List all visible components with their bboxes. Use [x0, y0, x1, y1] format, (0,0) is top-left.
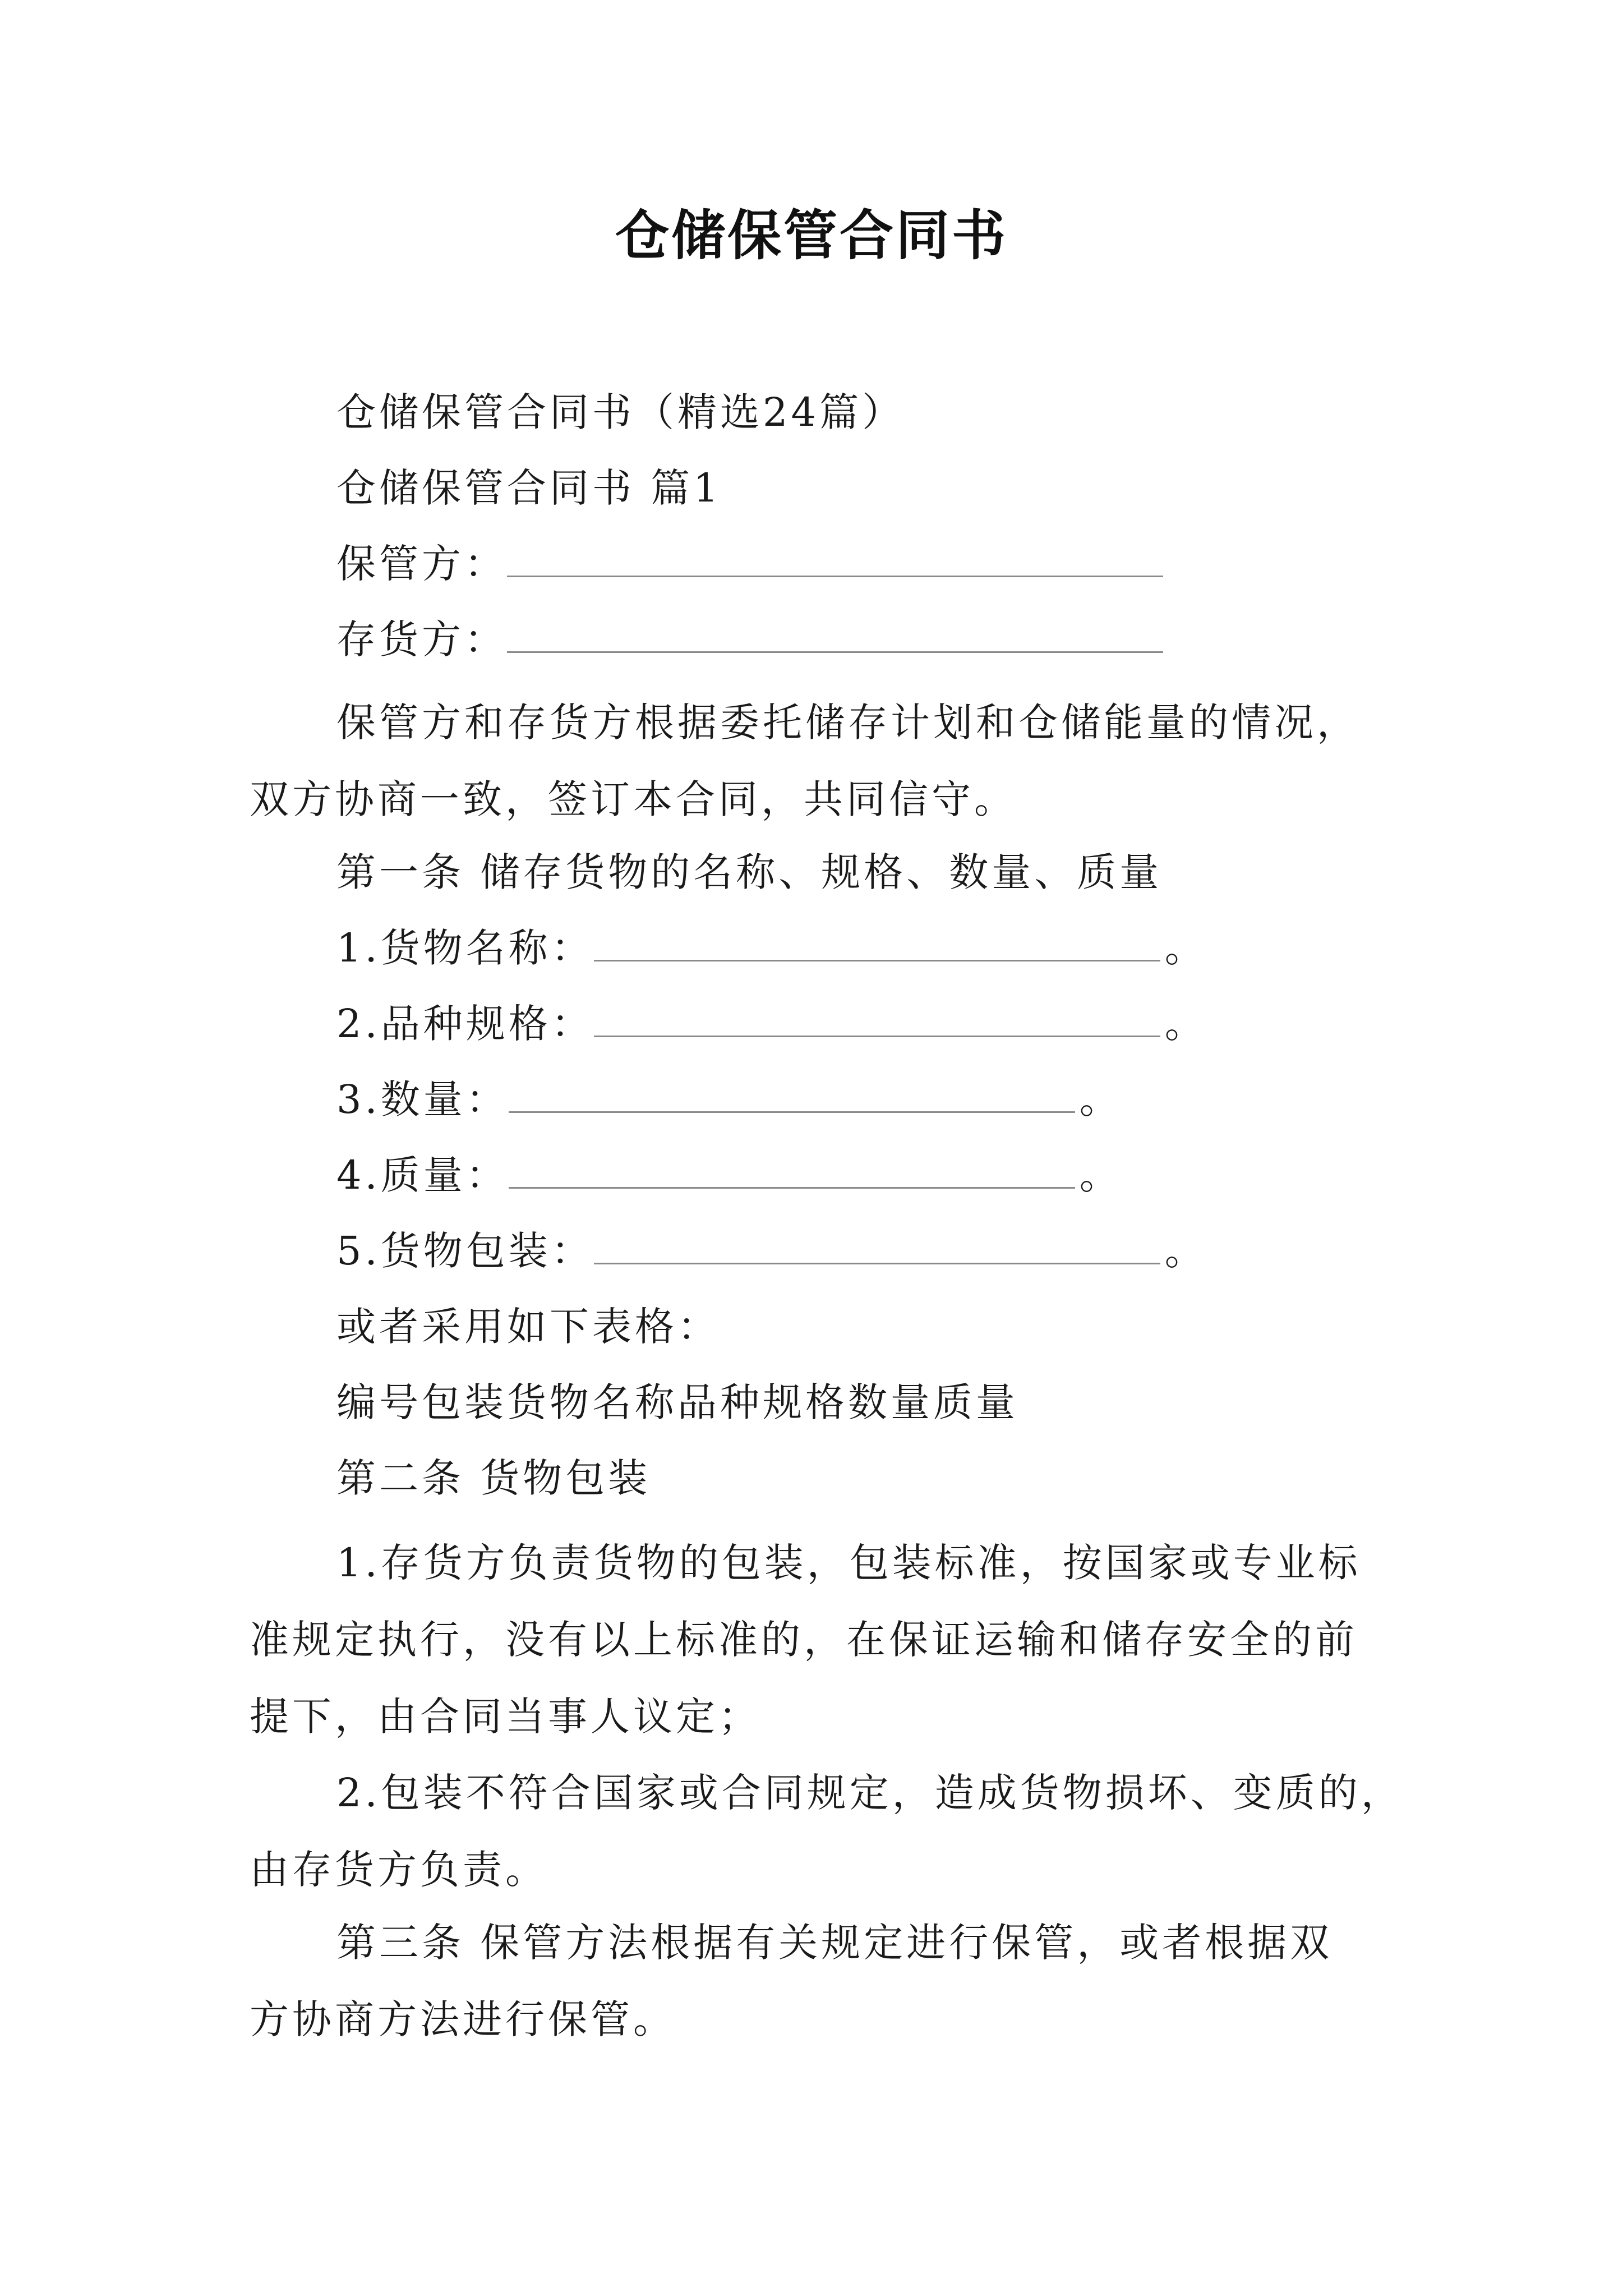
custodian-field [336, 536, 1391, 592]
article1-item [336, 1147, 1391, 1203]
depositor-field [336, 611, 1391, 668]
depositor-blank[interactable] [507, 618, 1163, 653]
document-title: 仓储保管合同书 [615, 204, 1008, 267]
quantity-blank[interactable] [509, 1078, 1075, 1113]
article2-line: 提下，由合同当事人议定； [250, 1694, 761, 1740]
goods-name-blank[interactable] [594, 926, 1160, 961]
article3-line: 第三条 保管方法根据有关规定进行保管，或者根据双 [336, 1920, 1333, 1966]
custodian-blank[interactable] [507, 542, 1163, 577]
article2-line: 2.包装不符合国家或合同规定，造成货物损坏、变质的， [336, 1770, 1404, 1816]
article2-paragraph-1 [250, 1525, 1394, 1755]
item-end: 。 [1164, 1001, 1207, 1047]
item-label: 1.货物名称： [336, 925, 594, 971]
article1-item [336, 1071, 1391, 1128]
article1-item [336, 996, 1391, 1052]
article1-heading: 第一条 储存货物的名称、规格、数量、质量 [336, 849, 1163, 895]
item-end: 。 [1164, 925, 1207, 971]
article2-line: 由存货方负责。 [250, 1847, 548, 1893]
item-end: 。 [1079, 1076, 1122, 1122]
article1-item [336, 920, 1391, 976]
article2-paragraph-2 [250, 1755, 1404, 1908]
item-label: 2.品种规格： [336, 1001, 594, 1047]
article1-item [336, 1223, 1391, 1279]
spec-blank[interactable] [594, 1002, 1160, 1037]
intro-line: 保管方和存货方根据委托储存计划和仓储能量的情况， [336, 700, 1359, 746]
table-intro: 或者采用如下表格： [336, 1304, 720, 1350]
packaging-blank[interactable] [594, 1229, 1160, 1264]
item-end: 。 [1164, 1228, 1207, 1274]
table-headers: 编号包装货物名称品种规格数量质量 [336, 1379, 1018, 1425]
article3-paragraph [250, 1904, 1394, 2058]
section-heading: 仓储保管合同书 篇1 [336, 465, 722, 511]
article2-line: 准规定执行，没有以上标准的，在保证运输和储存安全的前 [250, 1617, 1358, 1663]
item-label: 3.数量： [336, 1076, 509, 1122]
article2-line: 1.存货方负责货物的包装，包装标准，按国家或专业标 [336, 1540, 1361, 1586]
depositor-label: 存货方： [336, 616, 507, 662]
document-subtitle: 仓储保管合同书（精选24篇） [336, 389, 905, 435]
article3-line: 方协商方法进行保管。 [250, 1996, 676, 2042]
quality-blank[interactable] [509, 1153, 1075, 1189]
custodian-label: 保管方： [336, 541, 507, 587]
item-label: 4.质量： [336, 1152, 509, 1198]
article2-heading: 第二条 货物包装 [336, 1455, 651, 1501]
intro-paragraph [250, 684, 1394, 838]
item-label: 5.货物包装： [336, 1228, 594, 1274]
item-end: 。 [1079, 1152, 1122, 1198]
intro-line: 双方协商一致，签订本合同，共同信守。 [250, 776, 1017, 822]
